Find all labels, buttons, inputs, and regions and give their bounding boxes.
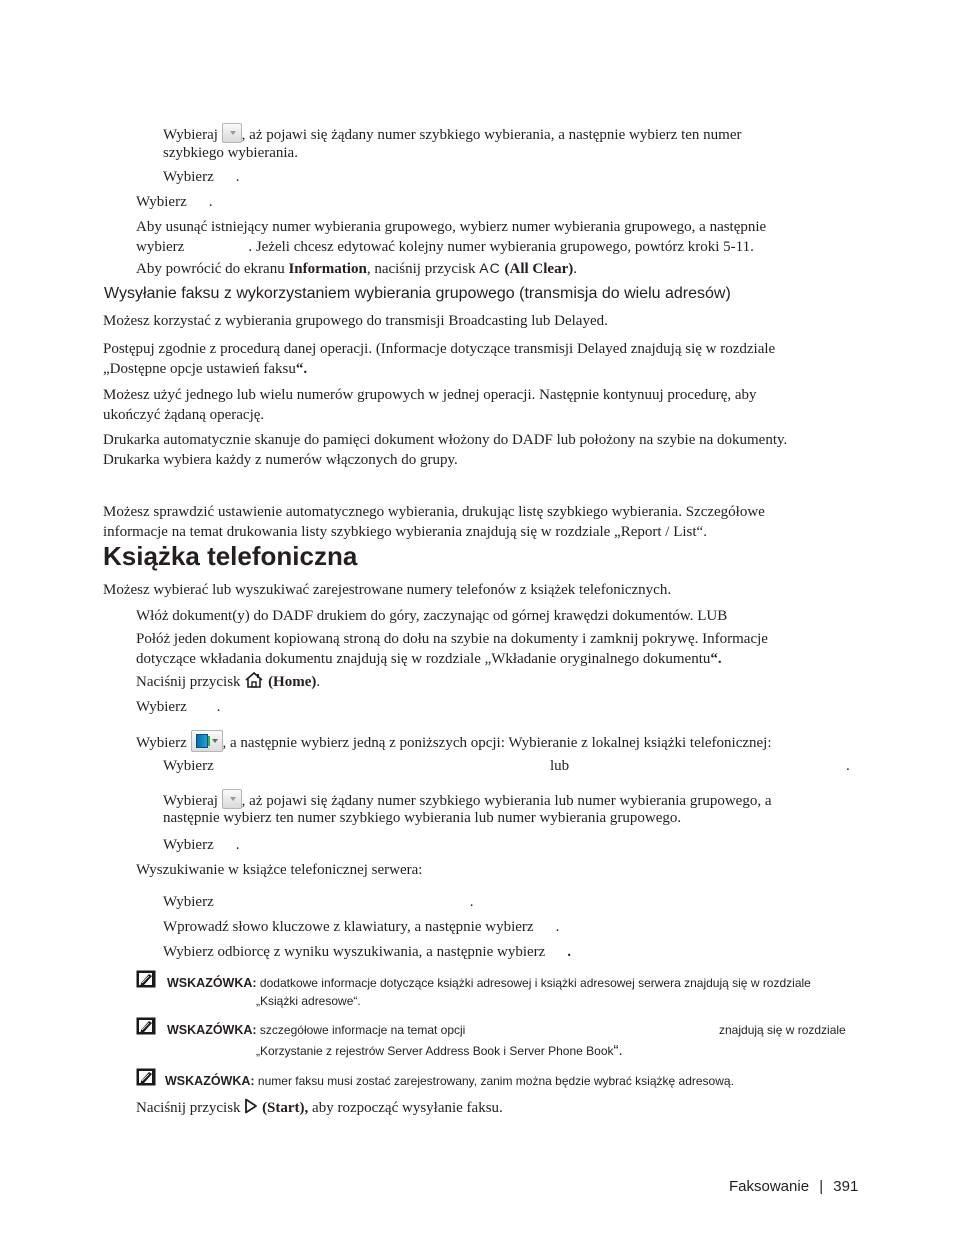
text: . — [846, 758, 850, 774]
text: “. — [295, 361, 308, 377]
scroll-down-button-icon — [222, 789, 242, 809]
text: dodatkowe informacje dotyczące książki adresowej i książki adresowej serwera znajdują się w rozdziale — [259, 976, 811, 990]
text: Wybierz — [163, 169, 214, 185]
scroll-down-button-icon — [222, 123, 242, 143]
note-pencil-icon — [136, 970, 156, 988]
paragraph-cont: informacje na temat drukowania listy szybkiego wybierania znajdują się w rozdziale „Report / List“. — [103, 524, 707, 540]
text: Wybieraj — [163, 793, 218, 809]
text: Wybierz — [136, 194, 187, 210]
step-place-document: Połóż jeden dokument kopiowaną stroną do dołu na szybie na dokumenty i zamknij pokrywę. Informacje — [136, 631, 768, 647]
text: numer faksu musi zostać zarejestrowany, zanim można będzie wybrać książkę adresową. — [257, 1074, 734, 1088]
step-select — [163, 835, 240, 855]
step-press-home — [136, 671, 320, 692]
footer-section-name: Faksowanie — [729, 1178, 810, 1195]
text: . — [573, 261, 577, 277]
text: , aż pojawi się żądany numer szybkiego wybierania, a następnie wybierz ten numer — [241, 127, 742, 143]
server-search-heading: Wyszukiwanie w książce telefonicznej serwera: — [136, 862, 423, 878]
text: , aż pojawi się żądany numer szybkiego wybierania lub numer wybierania grupowego, a — [241, 793, 772, 809]
step-press-start — [136, 1098, 503, 1118]
text: Wybierz — [163, 758, 214, 774]
return-information-paragraph — [136, 258, 577, 279]
step-select-address-book — [136, 730, 772, 753]
paragraph-cont: Drukarka wybiera każdy z numerów włączonych do grupy. — [103, 452, 458, 468]
note-label: WSKAZÓWKA: — [167, 1023, 257, 1037]
text: . — [567, 944, 572, 960]
address-book-button-icon — [191, 730, 223, 752]
text: . Jeżeli chcesz edytować kolejny numer wybierania grupowego, powtórz kroki 5-11. — [248, 239, 754, 255]
step-select — [163, 167, 240, 187]
text: “. — [613, 1042, 623, 1059]
start-icon — [244, 1098, 258, 1114]
text: Naciśnij przycisk — [136, 1100, 241, 1116]
information-label: Information — [288, 261, 367, 277]
text: Wybierz — [163, 894, 214, 910]
text: , a następnie wybierz jedną z poniższych opcji: Wybieranie z lokalnej książki telefonicznej: — [222, 735, 772, 751]
paragraph: Możesz użyć jednego lub wielu numerów grupowych w jednej operacji. Następnie kontynuuj procedurę, aby — [103, 387, 757, 403]
text: Wybierz odbiorcę z wyniku wyszukiwania, a następnie wybierz — [163, 944, 546, 960]
note-server-books-cont — [256, 1042, 623, 1060]
text: wybierz — [136, 239, 185, 255]
text: Wybierz — [136, 699, 187, 715]
text: „Dostępne opcje ustawień faksu — [103, 361, 296, 377]
text: lub — [550, 758, 570, 774]
text: Wybieraj — [163, 127, 218, 143]
text: , naciśnij przycisk — [366, 261, 476, 277]
text: . — [469, 894, 474, 910]
text: . — [316, 674, 321, 690]
step-select — [163, 892, 474, 912]
note-label: WSKAZÓWKA: — [167, 976, 257, 990]
text: . — [555, 919, 560, 935]
step-select-2 — [136, 192, 213, 212]
note-label: WSKAZÓWKA: — [165, 1074, 255, 1088]
paragraph: Drukarka automatycznie skanuje do pamięci dokument włożony do DADF lub położony na szybie na dokumenty. — [103, 432, 788, 448]
all-clear-icon: AC — [479, 260, 501, 276]
text: . — [216, 699, 221, 715]
step-place-document-cont — [136, 649, 722, 669]
note-pencil-icon — [136, 1017, 156, 1035]
paragraph: Postępuj zgodnie z procedurą danej operacji. (Informacje dotyczące transmisji Delayed znajdują się w rozdziale — [103, 341, 776, 357]
text: Wybierz — [136, 735, 187, 751]
note-fax-number — [165, 1072, 734, 1090]
home-icon — [244, 671, 264, 689]
text: aby rozpocząć wysyłanie faksu. — [312, 1100, 503, 1116]
paragraph-cont — [103, 359, 307, 379]
step-scroll-speed-dial-cont: szybkiego wybierania. — [163, 145, 298, 161]
section-heading-group-dial: Wysyłanie faksu z wykorzystaniem wybierania grupowego (transmisja do wielu adresów) — [104, 285, 731, 302]
paragraph-cont: ukończyć żądaną operację. — [103, 407, 265, 423]
step-select — [136, 697, 221, 717]
text: . — [235, 837, 240, 853]
paragraph: Możesz sprawdzić ustawienie automatycznego wybierania, drukując listę szybkiego wybierania. Szczegółowe — [103, 504, 765, 520]
start-label: (Start), — [262, 1100, 309, 1116]
all-clear-label: (All Clear) — [504, 261, 574, 277]
text: „Korzystanie z rejestrów Server Address Book i Server Phone Book — [256, 1044, 614, 1058]
text: . — [235, 169, 240, 185]
step-select-recipient — [163, 942, 571, 962]
text: Wybierz — [163, 837, 214, 853]
note-address-books-cont: „Książki adresowe“. — [256, 994, 361, 1008]
text: . — [208, 194, 213, 210]
text: szczegółowe informacje na temat opcji — [259, 1023, 466, 1037]
step-select-or — [163, 756, 850, 776]
page-number: 391 — [833, 1178, 859, 1195]
text: Wprowadź słowo kluczowe z klawiatury, a następnie wybierz — [163, 919, 534, 935]
step-scroll-number-cont: następnie wybierz ten numer szybkiego wybierania lub numer wybierania grupowego. — [163, 810, 682, 826]
text: Aby powrócić do ekranu — [136, 261, 285, 277]
note-pencil-icon — [136, 1068, 156, 1086]
note-address-books — [167, 974, 811, 992]
delete-group-paragraph: Aby usunąć istniejący numer wybierania grupowego, wybierz numer wybierania grupowego, a następnie — [136, 219, 767, 235]
paragraph: Możesz korzystać z wybierania grupowego do transmisji Broadcasting lub Delayed. — [103, 313, 608, 329]
home-label: (Home) — [268, 674, 317, 690]
text: “. — [710, 651, 722, 667]
step-enter-keyword — [163, 917, 559, 937]
section-heading-phone-book: Książka telefoniczna — [103, 541, 358, 571]
step-scroll-speed-dial — [163, 123, 741, 145]
text: Naciśnij przycisk — [136, 674, 241, 690]
footer-separator: | — [819, 1178, 824, 1195]
note-server-books — [167, 1021, 846, 1039]
delete-group-paragraph-cont — [136, 237, 754, 257]
step-load-document: Włóż dokument(y) do DADF drukiem do góry, zaczynając od górnej krawędzi dokumentów. LUB — [136, 608, 728, 624]
page-footer — [729, 1177, 858, 1197]
text: znajdują się w rozdziale — [719, 1023, 846, 1037]
text: dotyczące wkładania dokumentu znajdują się w rozdziale „Wkładanie oryginalnego dokumentu — [136, 651, 711, 667]
paragraph: Możesz wybierać lub wyszukiwać zarejestrowane numery telefonów z książek telefonicznych. — [103, 582, 672, 598]
